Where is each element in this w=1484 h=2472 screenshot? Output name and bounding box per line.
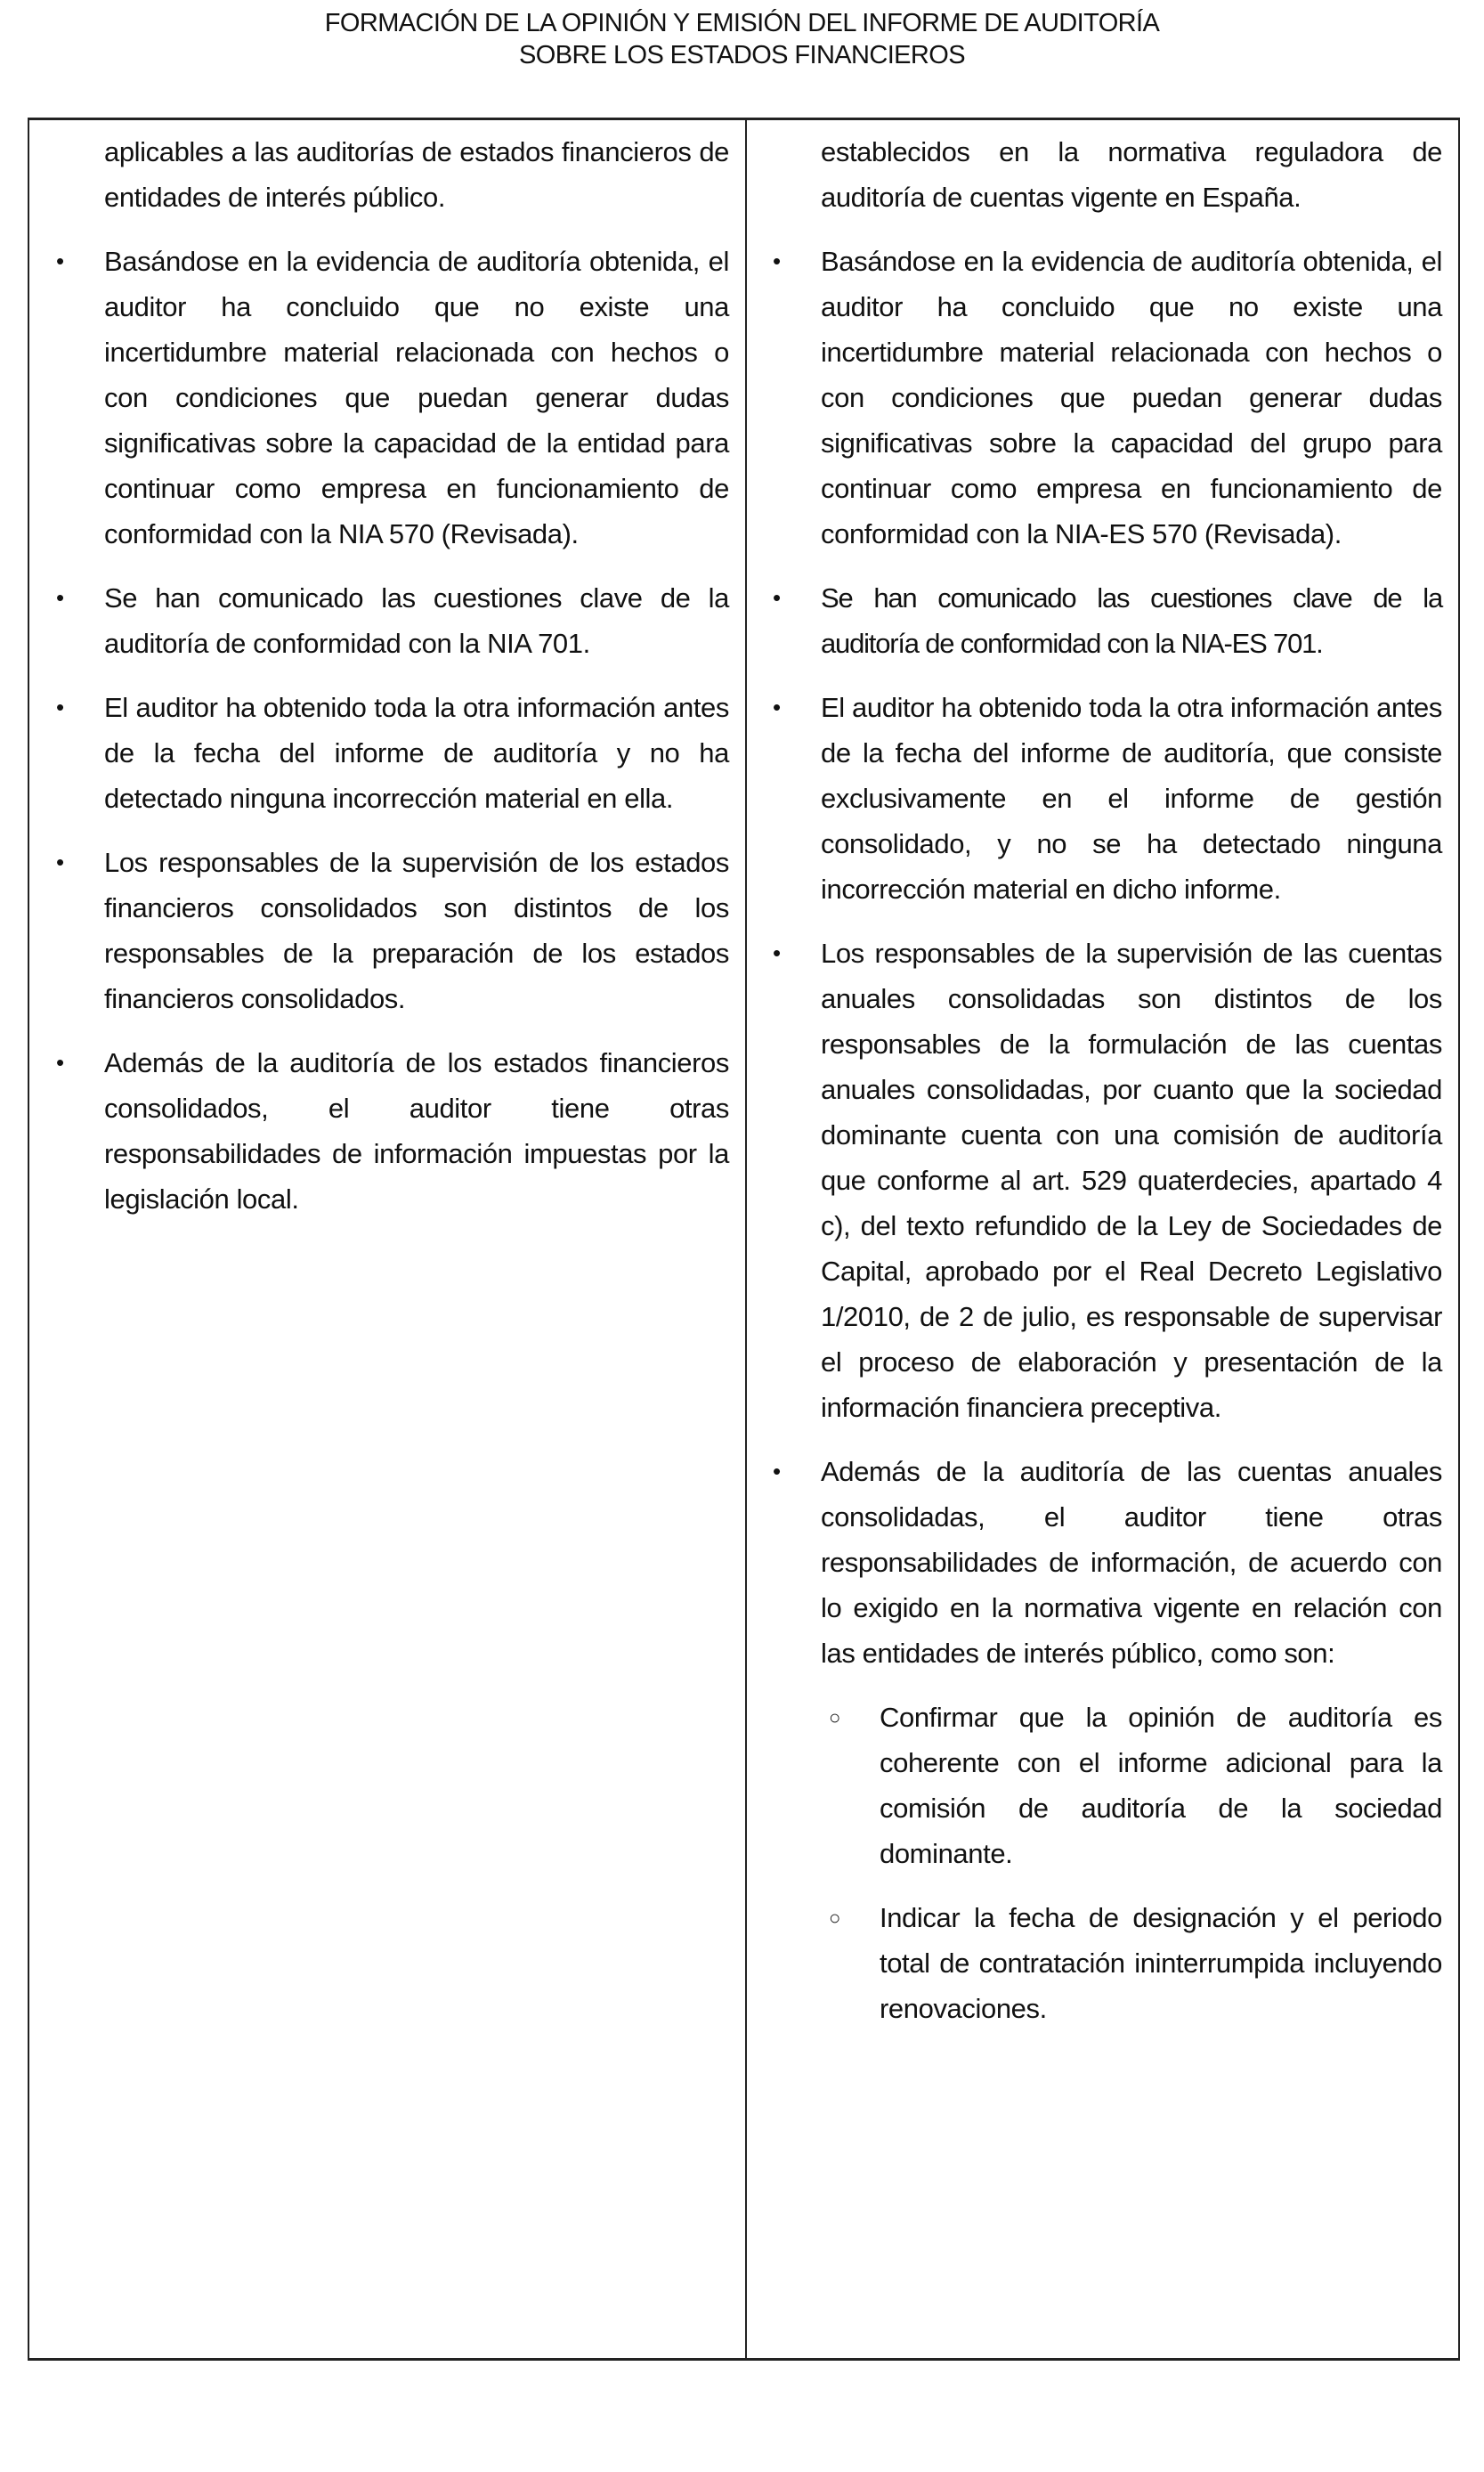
list-item-text: Los responsables de la supervisión de las cuentas anuales consolidadas son distintos de los responsables de la formulación de las cuentas anuales consolidadas, por cuanto que la sociedad dominante cuenta con una comisión de auditoría que conforme al art. 529 quaterdecies, apartado 4 c), del texto refundido de la Ley de Sociedades de Capital, aprobado por el Real Decreto Legislativo 1/2010, de 2 de julio, es responsable de supervisar el proceso de elaboración y presentación de la información financiera preceptiva.: [821, 938, 1442, 1423]
circle-bullet-icon: ○: [829, 1706, 840, 1728]
list-item: [56, 840, 729, 1021]
comparison-table: [28, 118, 1460, 2361]
bullet-icon: •: [773, 694, 781, 720]
page-header: [0, 7, 1484, 71]
list-item: [56, 685, 729, 821]
list-item: [773, 1449, 1442, 1676]
list-item: [773, 575, 1442, 666]
list-item: [773, 239, 1442, 557]
sub-list-item: [829, 1695, 1442, 1876]
right-column: [773, 129, 1442, 2050]
bullet-icon: •: [56, 849, 64, 875]
list-item-text: Basándose en la evidencia de auditoría obtenida, el auditor ha concluido que no existe una incertidumbre material relacionada con hechos o con condiciones que puedan generar dudas significativas sobre la capacidad del grupo para continuar como empresa en funcionamiento de conformidad con la NIA-ES 570 (Revisada).: [821, 246, 1442, 549]
sub-list-item: [829, 1895, 1442, 2031]
bullet-icon: •: [56, 694, 64, 720]
bullet-icon: •: [56, 584, 64, 611]
list-item-text: Basándose en la evidencia de auditoría obtenida, el auditor ha concluido que no existe una incertidumbre material relacionada con hechos o con condiciones que puedan generar dudas significativas sobre la capacidad de la entidad para continuar como empresa en funcionamiento de conformidad con la NIA 570 (Revisada).: [104, 246, 729, 549]
continuation-text: aplicables a las auditorías de estados financieros de entidades de interés público.: [104, 136, 729, 213]
bullet-icon: •: [773, 939, 781, 966]
bullet-icon: •: [773, 248, 781, 274]
list-item-text: El auditor ha obtenido toda la otra información antes de la fecha del informe de auditoría y no ha detectado ninguna incorrección material en ella.: [104, 692, 729, 814]
left-column: [56, 129, 729, 1240]
list-item: [56, 1040, 729, 1222]
column-divider: [745, 120, 747, 2358]
bullet-icon: •: [56, 1049, 64, 1076]
list-item-text: Se han comunicado las cuestiones clave de la auditoría de conformidad con la NIA 701.: [104, 582, 729, 659]
list-item: [773, 931, 1442, 1430]
list-item: [56, 575, 729, 666]
continuation-text: establecidos en la normativa reguladora de auditoría de cuentas vigente en España.: [821, 136, 1442, 213]
header-title-line2: SOBRE LOS ESTADOS FINANCIEROS: [519, 41, 965, 69]
list-item-text: Además de la auditoría de los estados financieros consolidados, el auditor tiene otras responsabilidades de información impuestas por la legislación local.: [104, 1047, 729, 1215]
bullet-icon: •: [773, 1458, 781, 1484]
list-item-text: El auditor ha obtenido toda la otra información antes de la fecha del informe de auditoría, que consiste exclusivamente en el informe de gestión consolidado, y no se ha detectado ninguna incorrección material en dicho informe.: [821, 692, 1442, 905]
sub-list-item-text: Confirmar que la opinión de auditoría es coherente con el informe adicional para la comisión de auditoría de la sociedad dominante.: [880, 1702, 1442, 1869]
list-item: [56, 239, 729, 557]
list-item: [773, 685, 1442, 912]
circle-bullet-icon: ○: [829, 1907, 840, 1929]
list-item-text: Además de la auditoría de las cuentas anuales consolidadas, el auditor tiene otras responsabilidades de información, de acuerdo con lo exigido en la normativa vigente en relación con las entidades de interés público, como son:: [821, 1456, 1442, 1669]
header-title-line1: FORMACIÓN DE LA OPINIÓN Y EMISIÓN DEL INFORME DE AUDITORÍA: [324, 9, 1160, 37]
list-item-text: Los responsables de la supervisión de los estados financieros consolidados son distintos de los responsables de la preparación de los estados financieros consolidados.: [104, 847, 729, 1014]
list-item-text: Se han comunicado las cuestiones clave de la auditoría de conformidad con la NIA-ES 701.: [821, 582, 1442, 659]
bullet-icon: •: [56, 248, 64, 274]
bullet-icon: •: [773, 584, 781, 611]
sub-list-item-text: Indicar la fecha de designación y el periodo total de contratación ininterrumpida incluyendo renovaciones.: [880, 1902, 1442, 2024]
